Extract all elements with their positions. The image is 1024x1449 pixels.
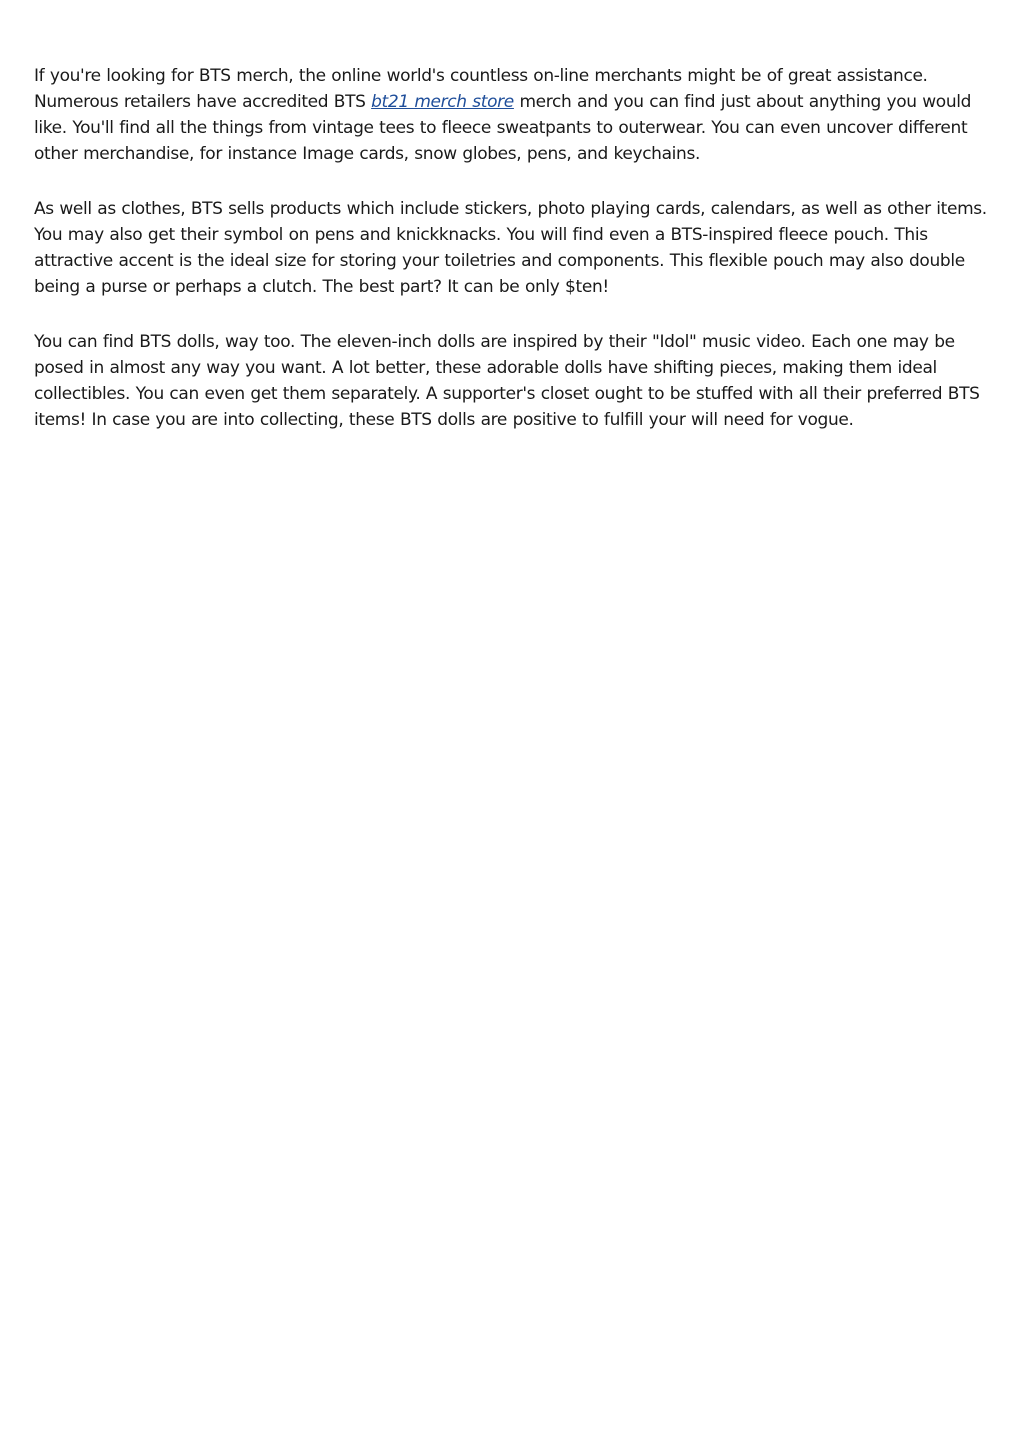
paragraph-bts-dolls: You can find BTS dolls, way too. The eleven-inch dolls are inspired by their "Idol" music video. Each one may be posed in almost any way you want. A lot better, these adorable dolls have shifting pieces, making them ideal collectibles. You can even get them separately. A supporter's closet ought to be stuffed with all their preferred BTS items! In case you are into collecting, these BTS dolls are positive to fulfill your will need for vogue. (34, 332, 980, 430)
paragraph-bts-merch-retailers (34, 63, 996, 167)
paragraph-bts-products: As well as clothes, BTS sells products which include stickers, photo playing cards, calendars, as well as other items. You may also get their symbol on pens and knickknacks. You will find even a BTS-inspired fleece pouch. This attractive accent is the ideal size for storing your toiletries and components. This flexible pouch may also double being a purse or perhaps a clutch. The best part? It can be only $ten! (34, 199, 987, 297)
bt21-merch-store-link[interactable]: bt21 merch store (371, 92, 514, 112)
document-body (34, 63, 996, 462)
paragraph-text-before-link: If you're looking for BTS merch, the online world's countless on-line merchants might be of great assistance. Numerous retailers have accredited BTS (34, 66, 928, 112)
paragraph-text-after-link: merch and you can find just about anything you would like. You'll find all the things from vintage tees to fleece sweatpants to outerwear. You can even uncover different other merchandise, for instance Image cards, snow globes, pens, and keychains. (34, 92, 972, 164)
